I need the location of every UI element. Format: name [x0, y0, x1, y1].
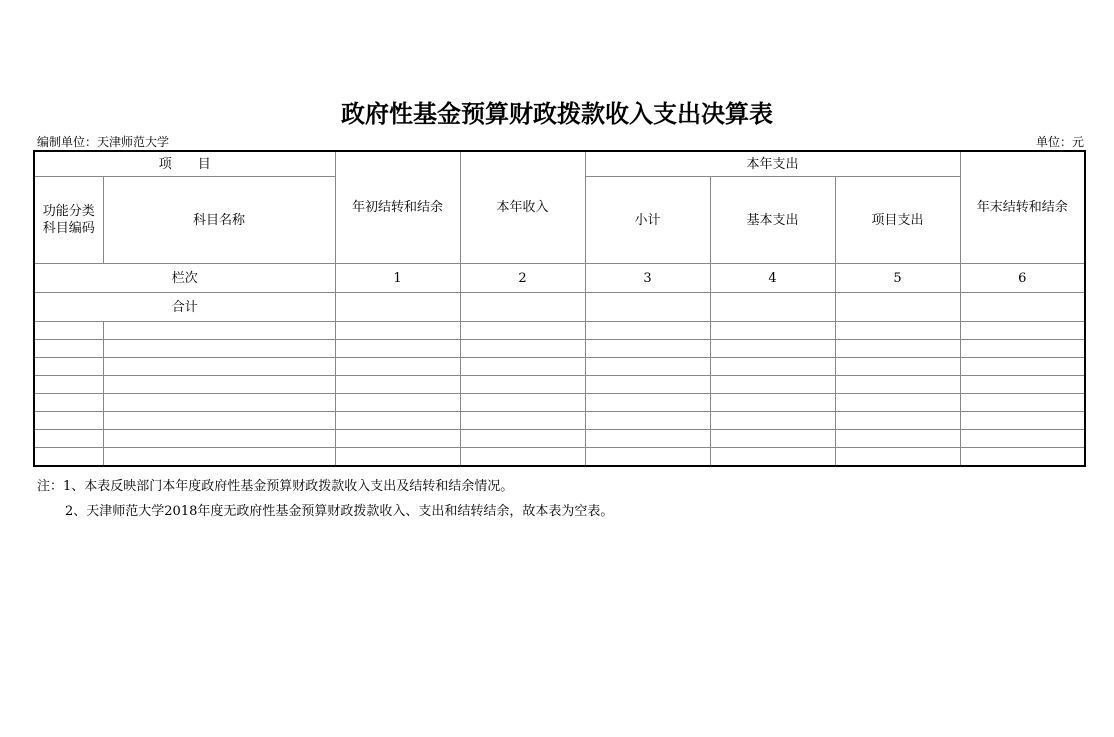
table-cell	[103, 376, 335, 394]
page-title: 政府性基金预算财政拨款收入支出决算表	[341, 99, 773, 128]
total-cell	[835, 293, 960, 322]
table-cell	[960, 358, 1085, 376]
table-cell	[710, 412, 835, 430]
total-cell	[585, 293, 710, 322]
header-func-code: 功能分类 科目编码	[34, 177, 103, 264]
total-cell	[710, 293, 835, 322]
table-cell	[835, 412, 960, 430]
lanci-col: 1	[335, 264, 460, 293]
table-cell	[460, 376, 585, 394]
table-cell	[460, 358, 585, 376]
table-cell	[103, 340, 335, 358]
table-row	[34, 412, 1085, 430]
table-cell	[34, 394, 103, 412]
table-cell	[960, 322, 1085, 340]
table-cell	[335, 430, 460, 448]
table-cell	[835, 430, 960, 448]
table-row	[34, 430, 1085, 448]
table-cell	[710, 394, 835, 412]
table-cell	[34, 448, 103, 467]
table-cell	[34, 340, 103, 358]
notes	[37, 474, 613, 524]
lanci-col: 5	[835, 264, 960, 293]
budget-table	[33, 150, 1086, 467]
table-cell	[335, 394, 460, 412]
header-expense-group: 本年支出	[585, 151, 960, 177]
table-cell	[710, 430, 835, 448]
table-cell	[103, 358, 335, 376]
table-row	[34, 448, 1085, 467]
table-cell	[585, 358, 710, 376]
table-cell	[710, 358, 835, 376]
unit-label: 单位：元	[1035, 135, 1084, 149]
table-cell	[335, 448, 460, 467]
table-cell	[585, 376, 710, 394]
table-cell	[34, 322, 103, 340]
table-cell	[585, 322, 710, 340]
table-cell	[460, 340, 585, 358]
table-cell	[585, 412, 710, 430]
table-cell	[335, 340, 460, 358]
total-cell	[335, 293, 460, 322]
table-cell	[460, 430, 585, 448]
table-cell	[103, 448, 335, 467]
table-cell	[960, 394, 1085, 412]
table-cell	[34, 430, 103, 448]
table-cell	[710, 376, 835, 394]
table-cell	[335, 322, 460, 340]
header-subtotal: 小计	[585, 177, 710, 264]
lanci-col: 3	[585, 264, 710, 293]
table-cell	[335, 358, 460, 376]
header-income: 本年收入	[460, 151, 585, 264]
table-cell	[960, 376, 1085, 394]
header-subject-name: 科目名称	[103, 177, 335, 264]
table-cell	[103, 394, 335, 412]
note-1: 注：1、本表反映部门本年度政府性基金预算财政拨款收入支出及结转和结余情况。	[37, 479, 514, 494]
total-label: 合计	[34, 293, 335, 322]
table-cell	[103, 412, 335, 430]
table-cell	[335, 412, 460, 430]
lanci-col: 4	[710, 264, 835, 293]
table-cell	[585, 394, 710, 412]
table-cell	[585, 448, 710, 467]
table-cell	[835, 322, 960, 340]
empty-rows	[34, 322, 1085, 467]
table-cell	[460, 448, 585, 467]
table-cell	[335, 376, 460, 394]
table-cell	[103, 322, 335, 340]
table-cell	[460, 394, 585, 412]
lanci-col: 2	[460, 264, 585, 293]
table-cell	[835, 358, 960, 376]
table-cell	[960, 412, 1085, 430]
table-row	[34, 358, 1085, 376]
table-cell	[960, 430, 1085, 448]
table-row	[34, 394, 1085, 412]
header-basic: 基本支出	[710, 177, 835, 264]
table-cell	[835, 394, 960, 412]
table-cell	[103, 430, 335, 448]
table-cell	[835, 448, 960, 467]
table-cell	[710, 448, 835, 467]
lanci-label: 栏次	[34, 264, 335, 293]
table-cell	[835, 376, 960, 394]
table-cell	[460, 412, 585, 430]
table-cell	[710, 322, 835, 340]
table-cell	[34, 376, 103, 394]
header-carry-end: 年末结转和结余	[960, 151, 1085, 264]
total-cell	[460, 293, 585, 322]
header-carry-begin: 年初结转和结余	[335, 151, 460, 264]
table-cell	[710, 340, 835, 358]
table-cell	[460, 322, 585, 340]
table-cell	[34, 412, 103, 430]
note-2: 2、天津师范大学2018年度无政府性基金预算财政拨款收入、支出和结转结余，故本表为空表。	[65, 504, 614, 519]
table-cell	[960, 340, 1085, 358]
table-cell	[960, 448, 1085, 467]
header-project: 项目支出	[835, 177, 960, 264]
table-cell	[585, 430, 710, 448]
table-cell	[34, 358, 103, 376]
total-cell	[960, 293, 1085, 322]
table-row	[34, 322, 1085, 340]
table-row	[34, 376, 1085, 394]
table-cell	[585, 340, 710, 358]
lanci-col: 6	[960, 264, 1085, 293]
table-cell	[835, 340, 960, 358]
table-row	[34, 340, 1085, 358]
compiler-label: 编制单位：天津师范大学	[37, 135, 170, 149]
header-item: 项 目	[34, 151, 335, 177]
